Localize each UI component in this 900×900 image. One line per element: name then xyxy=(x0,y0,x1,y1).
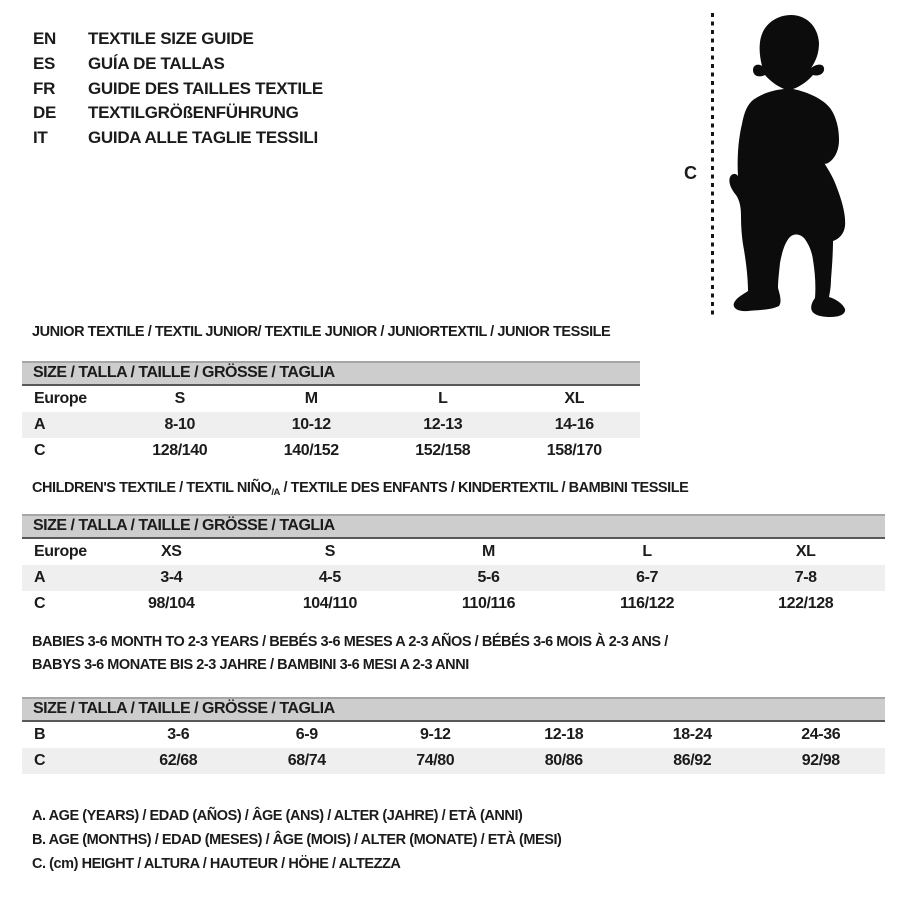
row-label: C xyxy=(34,595,46,612)
size-header-bar: SIZE / TALLA / TAILLE / GRÖSSE / TAGLIA xyxy=(22,514,885,539)
language-code: EN xyxy=(33,29,57,49)
legend-line-c: C. (cm) HEIGHT / ALTURA / HAUTEUR / HÖHE / ALTEZZA xyxy=(32,856,401,872)
language-code: FR xyxy=(33,78,56,98)
language-title: TEXTILE SIZE GUIDE xyxy=(88,29,254,49)
row-label: C xyxy=(34,442,46,459)
legend-line-a: A. AGE (YEARS) / EDAD (AÑOS) / ÂGE (ANS) / ALTER (JAHRE) / ETÀ (ANNI) xyxy=(32,808,523,824)
language-row xyxy=(33,27,323,52)
size-value: 158/170 xyxy=(546,442,602,459)
section-title-children xyxy=(32,477,688,504)
section-title-babies xyxy=(32,631,668,677)
language-code: ES xyxy=(33,54,56,74)
language-title: GUÍA DE TALLAS xyxy=(88,54,225,74)
size-value: XL xyxy=(564,390,585,407)
size-value: L xyxy=(642,543,652,560)
language-row xyxy=(33,76,323,101)
size-value: 80/86 xyxy=(544,752,583,769)
size-value: 68/74 xyxy=(287,752,326,769)
size-value: 86/92 xyxy=(673,752,712,769)
table-row-age xyxy=(22,412,640,438)
size-value: 14-16 xyxy=(554,416,594,433)
title-text: / TEXTILE DES ENFANTS / KINDERTEXTIL / BAMBINI TESSILE xyxy=(279,480,689,496)
size-value: 4-5 xyxy=(318,569,341,586)
title-subscript: /A xyxy=(271,487,280,498)
legend-line-b: B. AGE (MONTHS) / EDAD (MESES) / ÂGE (MOIS) / ALTER (MONATE) / ETÀ (MESI) xyxy=(32,832,562,848)
row-label: A xyxy=(34,416,46,433)
table-row-europe xyxy=(22,539,885,565)
size-header-bar: SIZE / TALLA / TAILLE / GRÖSSE / TAGLIA xyxy=(22,361,640,386)
language-row xyxy=(33,126,323,151)
junior-size-table xyxy=(22,361,640,464)
size-value: 116/122 xyxy=(620,595,675,612)
size-value: M xyxy=(304,390,318,407)
height-measure-label: C xyxy=(684,163,697,183)
size-value: 18-24 xyxy=(672,726,712,743)
size-value: 92/98 xyxy=(801,752,840,769)
row-label: A xyxy=(34,569,46,586)
size-value: M xyxy=(482,543,495,560)
height-measure-dotted-line xyxy=(711,13,714,318)
size-value: 3-6 xyxy=(167,726,190,743)
size-value: 128/140 xyxy=(152,442,208,459)
size-value: 62/68 xyxy=(159,752,198,769)
size-value: 5-6 xyxy=(477,569,500,586)
size-value: 7-8 xyxy=(794,569,817,586)
legend xyxy=(32,804,561,876)
table-row-height xyxy=(22,438,640,464)
size-value: 8-10 xyxy=(164,416,195,433)
table-row-europe xyxy=(22,386,640,412)
size-value: 12-18 xyxy=(544,726,584,743)
size-value: S xyxy=(324,543,336,560)
size-value: 74/80 xyxy=(416,752,455,769)
baby-silhouette-icon xyxy=(727,10,853,318)
size-value: XL xyxy=(795,543,816,560)
size-value: S xyxy=(174,390,185,407)
size-value: 122/128 xyxy=(778,595,834,612)
row-label: Europe xyxy=(34,543,87,560)
row-label: B xyxy=(34,726,46,743)
size-header-bar: SIZE / TALLA / TAILLE / GRÖSSE / TAGLIA xyxy=(22,697,885,722)
section-title-junior: JUNIOR TEXTILE / TEXTIL JUNIOR/ TEXTILE JUNIOR / JUNIORTEXTIL / JUNIOR TESSILE xyxy=(32,324,611,340)
size-value: 6-9 xyxy=(295,726,318,743)
size-value: L xyxy=(438,390,448,407)
language-code: DE xyxy=(33,103,57,123)
row-label: Europe xyxy=(34,390,87,407)
language-row xyxy=(33,52,323,77)
language-title: GUIDE DES TAILLES TEXTILE xyxy=(88,78,323,98)
title-text: CHILDREN'S TEXTILE / TEXTIL NIÑO xyxy=(32,480,272,496)
size-value: 110/116 xyxy=(461,595,516,612)
language-title: TEXTILGRÖßENFÜHRUNG xyxy=(88,103,299,123)
table-row-age xyxy=(22,565,885,591)
size-value: XS xyxy=(161,543,182,560)
size-value: 98/104 xyxy=(148,595,195,612)
table-row-height xyxy=(22,591,885,617)
title-line-1: BABIES 3-6 MONTH TO 2-3 YEARS / BEBÉS 3-6 MESES A 2-3 AÑOS / BÉBÉS 3-6 MOIS À 2-3 ANS / xyxy=(32,634,668,650)
babies-size-table xyxy=(22,697,885,774)
size-value: 10-12 xyxy=(291,416,331,433)
size-value: 152/158 xyxy=(415,442,471,459)
language-row xyxy=(33,101,323,126)
table-row-height xyxy=(22,748,885,774)
language-title-list xyxy=(33,27,323,150)
language-code: IT xyxy=(33,128,48,148)
size-value: 9-12 xyxy=(420,726,451,743)
size-value: 6-7 xyxy=(636,569,659,586)
size-value: 12-13 xyxy=(423,416,463,433)
language-title: GUIDA ALLE TAGLIE TESSILI xyxy=(88,128,318,148)
size-value: 140/152 xyxy=(283,442,339,459)
size-value: 3-4 xyxy=(160,569,183,586)
row-label: C xyxy=(34,752,46,769)
title-line-2: BABYS 3-6 MONATE BIS 2-3 JAHRE / BAMBINI 3-6 MESI A 2-3 ANNI xyxy=(32,657,469,673)
children-size-table xyxy=(22,514,885,617)
table-row-months xyxy=(22,722,885,748)
size-value: 104/110 xyxy=(302,595,357,612)
size-value: 24-36 xyxy=(801,726,841,743)
